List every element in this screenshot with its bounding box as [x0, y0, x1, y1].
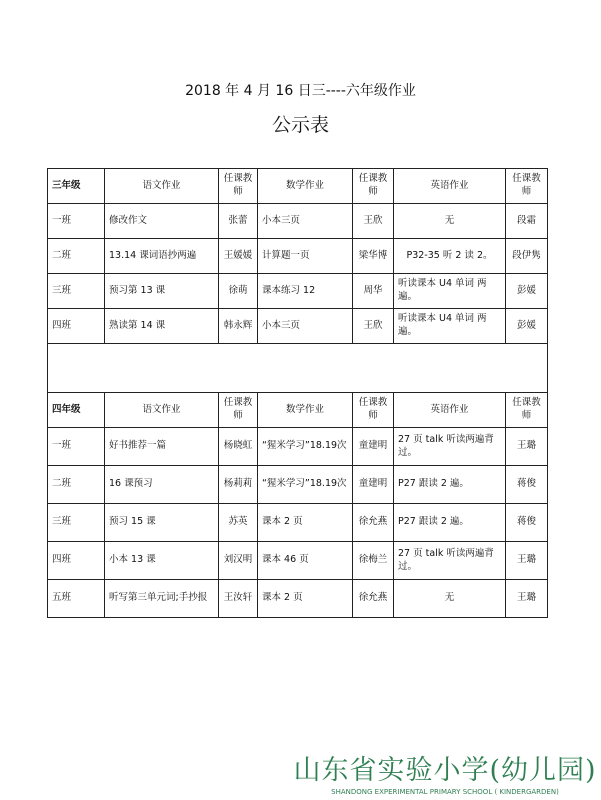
english-teacher: 段霜 — [506, 204, 548, 239]
grade4-header-row — [48, 393, 548, 428]
chinese-header: 语文作业 — [105, 169, 219, 204]
class-name: 三班 — [48, 274, 105, 309]
chinese-homework: 预习 15 课 — [105, 504, 219, 542]
math-homework: 课本练习 12 — [258, 274, 353, 309]
class-name: 四班 — [48, 542, 105, 580]
school-logo — [290, 748, 600, 796]
math-homework: 课本 2 页 — [258, 504, 353, 542]
teacher-header: 任课教师 — [506, 169, 548, 204]
english-homework: P27 跟读 2 遍。 — [394, 466, 506, 504]
math-homework: 小本三页 — [258, 204, 353, 239]
class-name: 四班 — [48, 309, 105, 344]
table-row — [48, 309, 548, 344]
english-header: 英语作业 — [394, 169, 506, 204]
english-homework: 27 页 talk 听读两遍背过。 — [394, 542, 506, 580]
homework-table — [47, 168, 548, 618]
table-row — [48, 239, 548, 274]
table-row — [48, 580, 548, 618]
english-teacher: 段伊隽 — [506, 239, 548, 274]
math-teacher: 王欣 — [353, 204, 394, 239]
english-teacher: 彭媛 — [506, 309, 548, 344]
chinese-homework: 16 课预习 — [105, 466, 219, 504]
english-homework: 听读课本 U4 单词 两遍。 — [394, 274, 506, 309]
teacher-header: 任课教师 — [353, 169, 394, 204]
math-homework: 课本 46 页 — [258, 542, 353, 580]
english-teacher: 王璐 — [506, 542, 548, 580]
chinese-teacher: 王汝轩 — [219, 580, 258, 618]
math-teacher: 周华 — [353, 274, 394, 309]
table-row — [48, 274, 548, 309]
math-teacher: 梁华博 — [353, 239, 394, 274]
math-header: 数学作业 — [258, 169, 353, 204]
english-homework: 无 — [394, 580, 506, 618]
english-homework: P27 跟读 2 遍。 — [394, 504, 506, 542]
chinese-homework: 小本 13 课 — [105, 542, 219, 580]
math-homework: “猩米学习”18.19次 — [258, 428, 353, 466]
math-homework: 课本 2 页 — [258, 580, 353, 618]
spacer-row — [48, 344, 548, 393]
english-homework: 27 页 talk 听读两遍背过。 — [394, 428, 506, 466]
math-teacher: 徐允燕 — [353, 580, 394, 618]
teacher-header: 任课教师 — [353, 393, 394, 428]
chinese-homework: 听写第三单元词;手抄报 — [105, 580, 219, 618]
english-teacher: 蒋俊 — [506, 466, 548, 504]
grade3-header-row — [48, 169, 548, 204]
table-row — [48, 428, 548, 466]
grade4-label: 四年级 — [48, 393, 105, 428]
school-name-en: SHANDONG EXPERIMENTAL PRIMARY SCHOOL ( KINDERGARDEN) — [331, 788, 559, 796]
chinese-teacher: 张蕾 — [219, 204, 258, 239]
chinese-homework: 好书推荐一篇 — [105, 428, 219, 466]
empty-cell — [48, 344, 548, 393]
document-title: 2018 年 4 月 16 日三----六年级作业 — [185, 83, 416, 99]
chinese-teacher: 徐萌 — [219, 274, 258, 309]
class-name: 五班 — [48, 580, 105, 618]
english-homework: 听读课本 U4 单词 两遍。 — [394, 309, 506, 344]
math-homework: 计算题一页 — [258, 239, 353, 274]
math-homework: 小本三页 — [258, 309, 353, 344]
chinese-teacher: 杨莉莉 — [219, 466, 258, 504]
chinese-homework: 预习第 13 课 — [105, 274, 219, 309]
math-header: 数学作业 — [258, 393, 353, 428]
chinese-teacher: 韩永辉 — [219, 309, 258, 344]
english-teacher: 王璐 — [506, 428, 548, 466]
english-teacher: 彭媛 — [506, 274, 548, 309]
math-teacher: 王欣 — [353, 309, 394, 344]
english-teacher: 王璐 — [506, 580, 548, 618]
english-homework: 无 — [394, 204, 506, 239]
english-header: 英语作业 — [394, 393, 506, 428]
chinese-teacher: 刘汉明 — [219, 542, 258, 580]
school-name-cn: 山东省实验小学(幼儿园) — [293, 755, 597, 786]
table-row — [48, 466, 548, 504]
table-row — [48, 542, 548, 580]
math-teacher: 童建明 — [353, 428, 394, 466]
grade3-label: 三年级 — [48, 169, 105, 204]
math-teacher: 童建明 — [353, 466, 394, 504]
class-name: 一班 — [48, 428, 105, 466]
math-teacher: 徐梅兰 — [353, 542, 394, 580]
chinese-homework: 13.14 课词语抄两遍 — [105, 239, 219, 274]
chinese-teacher: 杨晓虹 — [219, 428, 258, 466]
class-name: 三班 — [48, 504, 105, 542]
math-teacher: 徐允燕 — [353, 504, 394, 542]
chinese-homework: 修改作文 — [105, 204, 219, 239]
table-row — [48, 504, 548, 542]
teacher-header: 任课教师 — [219, 169, 258, 204]
chinese-teacher: 王媛媛 — [219, 239, 258, 274]
class-name: 一班 — [48, 204, 105, 239]
teacher-header: 任课教师 — [506, 393, 548, 428]
english-teacher: 蒋俊 — [506, 504, 548, 542]
class-name: 二班 — [48, 466, 105, 504]
chinese-homework: 熟读第 14 课 — [105, 309, 219, 344]
class-name: 二班 — [48, 239, 105, 274]
table-row — [48, 204, 548, 239]
chinese-header: 语文作业 — [105, 393, 219, 428]
math-homework: “猩米学习”18.19次 — [258, 466, 353, 504]
teacher-header: 任课教师 — [219, 393, 258, 428]
document-subtitle: 公示表 — [271, 114, 329, 136]
chinese-teacher: 苏英 — [219, 504, 258, 542]
english-homework: P32-35 听 2 读 2。 — [394, 239, 506, 274]
